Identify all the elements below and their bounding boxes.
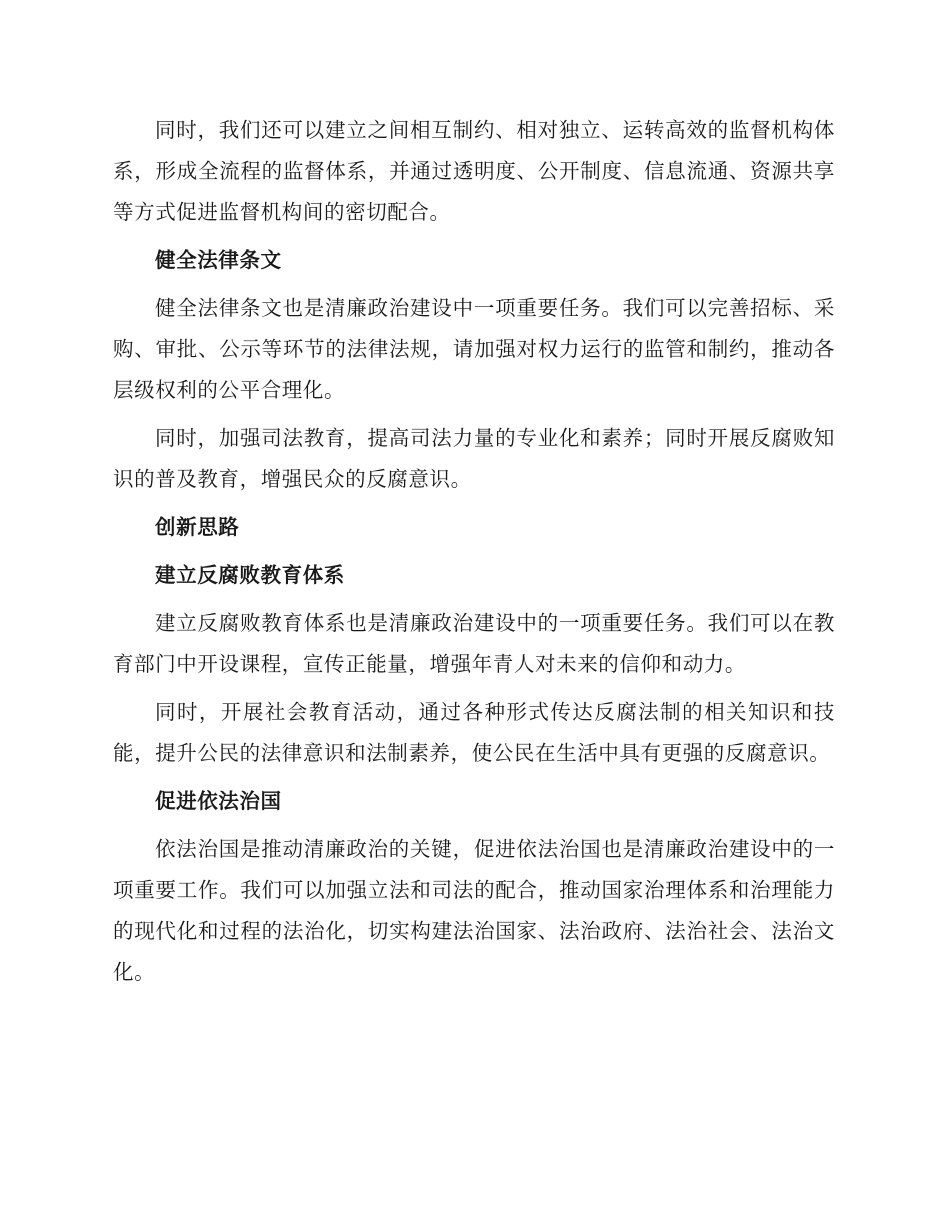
heading-anti-corruption-education: 建立反腐败教育体系	[155, 563, 345, 587]
document-body	[113, 110, 835, 1000]
paragraph-education-system: 建立反腐败教育体系也是清廉政治建设中的一项重要任务。我们可以在教育部门中开设课程，宣传正能量，增强年青人对未来的信仰和动力。	[113, 611, 835, 676]
paragraph-judicial-education: 同时，加强司法教育，提高司法力量的专业化和素养；同时开展反腐败知识的普及教育，增强民众的反腐意识。	[113, 426, 835, 491]
heading-innovative-ideas: 创新思路	[155, 515, 240, 539]
heading-improve-legal-provisions: 健全法律条文	[155, 248, 282, 272]
paragraph-supervision-system: 同时，我们还可以建立之间相互制约、相对独立、运转高效的监督机构体系，形成全流程的监督体系，并通过透明度、公开制度、信息流通、资源共享等方式促进监督机构间的密切配合。	[113, 118, 835, 224]
paragraph-social-education: 同时，开展社会教育活动，通过各种形式传达反腐法制的相关知识和技能，提升公民的法律意识和法制素养，使公民在生活中具有更强的反腐意识。	[113, 700, 835, 765]
paragraph-legal-provisions: 健全法律条文也是清廉政治建设中一项重要任务。我们可以完善招标、采购、审批、公示等环节的法律法规，请加强对权力运行的监管和制约，推动各层级权利的公平合理化。	[113, 296, 835, 402]
paragraph-rule-of-law: 依法治国是推动清廉政治的关键，促进依法治国也是清廉政治建设中的一项重要工作。我们可以加强立法和司法的配合，推动国家治理体系和治理能力的现代化和过程的法治化，切实构建法治国家、法治政府、法治社会、法治文化。	[113, 837, 835, 984]
heading-rule-of-law: 促进依法治国	[155, 789, 282, 813]
